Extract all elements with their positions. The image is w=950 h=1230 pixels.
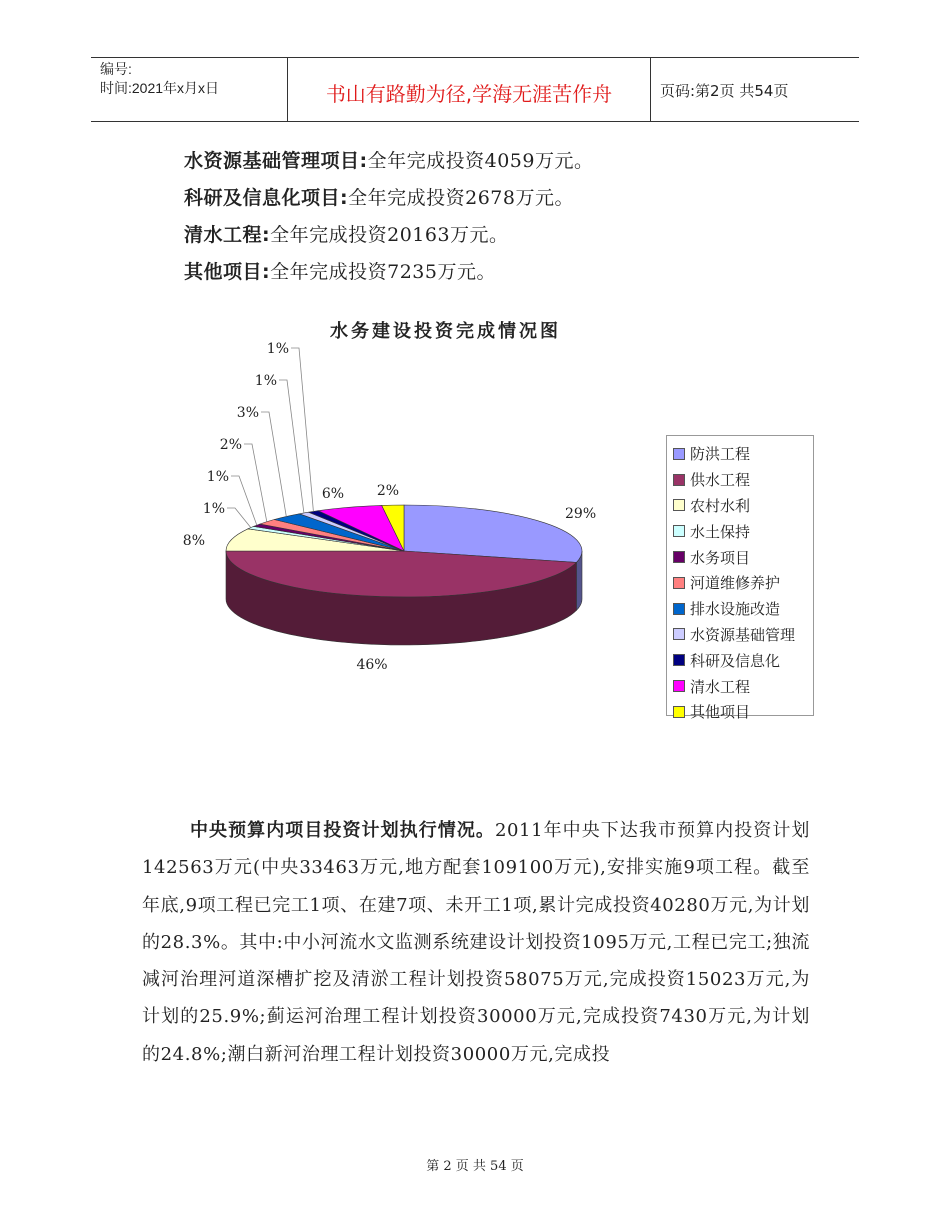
- legend-item: [667, 441, 813, 467]
- legend-label: 供水工程: [690, 471, 751, 490]
- pie-data-label: 8%: [182, 533, 205, 549]
- pie-data-label: 1%: [202, 501, 225, 517]
- chart-title: 水务建设投资完成情况图: [330, 321, 561, 342]
- legend-label: 防洪工程: [690, 445, 751, 464]
- pie-data-label: 2%: [219, 437, 242, 453]
- number-label: 编号:: [100, 61, 132, 77]
- pie-leader-line: [261, 412, 286, 517]
- legend-item: [667, 570, 813, 596]
- legend-swatch: [673, 577, 685, 589]
- legend-swatch: [673, 474, 685, 486]
- legend-item: [667, 467, 813, 493]
- summary-text: 全年完成投资4059万元。: [367, 150, 594, 172]
- legend-label: 水土保持: [690, 522, 751, 541]
- legend-swatch: [673, 680, 685, 692]
- pie-data-label: 1%: [206, 469, 229, 485]
- pie-leader-line: [244, 444, 267, 522]
- summary-label: 其他项目:: [184, 261, 271, 283]
- summary-text: 全年完成投资2678万元。: [348, 187, 574, 209]
- header-motto: 书山有路勤为径,学海无涯苦作舟: [325, 82, 613, 106]
- legend-item: [667, 673, 813, 699]
- header-page-number: 页码:第2页 共54页: [660, 82, 789, 100]
- summary-label: 清水工程:: [184, 224, 271, 246]
- legend-item: [667, 518, 813, 544]
- legend-label: 排水设施改造: [690, 600, 781, 619]
- pie-data-label: 1%: [254, 373, 277, 389]
- legend-swatch: [673, 525, 685, 537]
- legend-label: 水资源基础管理: [690, 625, 796, 644]
- pie-leader-line: [231, 476, 257, 525]
- paragraph-body: 2011年中央下达我市预算内投资计划142563万元(中央33463万元,地方配套109100万元),安排实施9项工程。截至年底,9项工程已完工1项、在建7项、未开工1项,累计完成投资40280万元,为计划的28.3%。其中:中小河流水文监测系统建设计划投资1095万元,工程已完工;独流减河治理河道深槽扩挖及清淤工程计划投资58075万元,完成投资15023万元,为计划的25.9%;蓟运河治理工程计划投资30000万元,完成投资7430万元,为计划的24.8%;潮白新河治理工程计划投资30000万元,完成投: [142, 820, 810, 1065]
- legend-swatch: [673, 628, 685, 640]
- summary-text: 全年完成投资7235万元。: [270, 261, 496, 283]
- pie-data-label: 29%: [565, 506, 597, 522]
- summary-label: 科研及信息化项目:: [184, 187, 349, 209]
- pie-data-label: 1%: [266, 341, 289, 357]
- legend-item: [667, 544, 813, 570]
- legend-item: [667, 647, 813, 673]
- legend-swatch: [673, 551, 685, 563]
- summary-label: 水资源基础管理项目:: [184, 150, 368, 172]
- legend-item: [667, 596, 813, 622]
- legend-label: 科研及信息化: [690, 651, 781, 670]
- legend-item: [667, 493, 813, 519]
- pie-leader-line: [227, 508, 251, 528]
- legend-swatch: [673, 706, 685, 718]
- pie-data-label: 46%: [356, 657, 388, 673]
- legend-item: [667, 699, 813, 725]
- time-label: 时间:2021年x月x日: [100, 80, 220, 96]
- legend-label: 清水工程: [690, 677, 751, 696]
- legend-swatch: [673, 654, 685, 666]
- legend-swatch: [673, 448, 685, 460]
- pie-leader-line: [291, 348, 313, 511]
- pie-data-label: 2%: [376, 483, 400, 499]
- legend-item: [667, 622, 813, 648]
- legend-label: 河道维修养护: [690, 574, 781, 593]
- chart-legend: [666, 435, 814, 722]
- pie-data-label: 6%: [321, 486, 345, 502]
- summary-text: 全年完成投资20163万元。: [270, 224, 509, 246]
- legend-label: 水务项目: [690, 548, 751, 567]
- legend-swatch: [673, 603, 685, 615]
- paragraph-lead: 中央预算内项目投资计划执行情况。: [190, 820, 495, 841]
- body-paragraph: [142, 812, 810, 1073]
- pie-data-label: 3%: [236, 405, 259, 421]
- legend-label: 其他项目: [690, 703, 751, 722]
- legend-label: 农村水利: [690, 496, 751, 515]
- legend-swatch: [673, 499, 685, 511]
- page-footer: 第 2 页 共 54 页: [426, 1159, 524, 1174]
